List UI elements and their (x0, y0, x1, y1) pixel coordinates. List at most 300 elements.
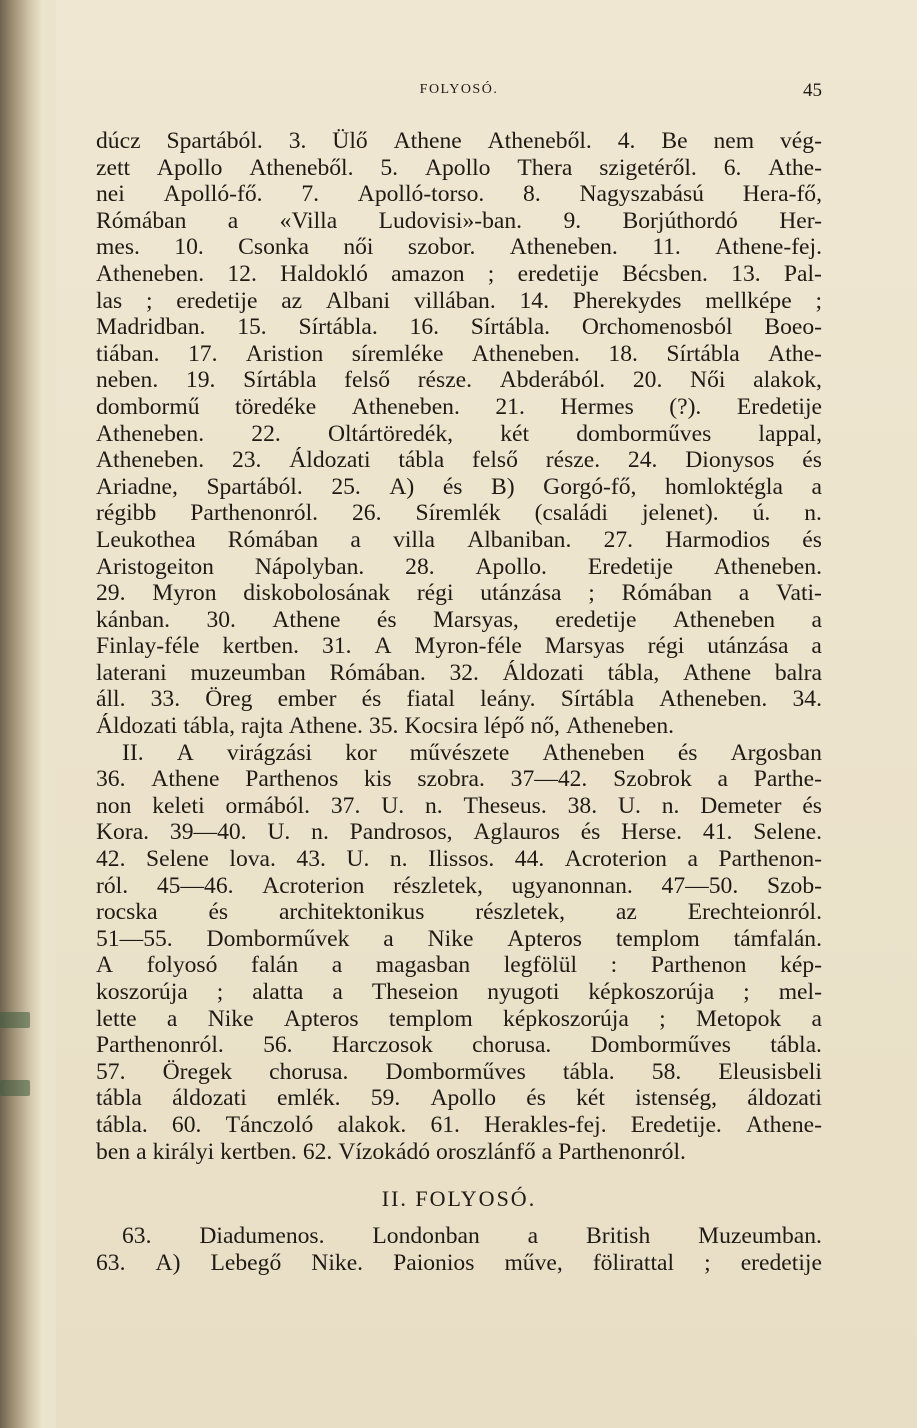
word: Eredetije (587, 553, 673, 580)
word: 8. (523, 181, 541, 208)
word: 7. (301, 181, 320, 208)
word: Thera (517, 154, 573, 181)
word: a (350, 526, 361, 553)
word: falán (250, 952, 299, 979)
word: 5. (380, 154, 399, 181)
word: a (811, 633, 822, 660)
word: Bécsben. (622, 260, 708, 287)
word: Athene (393, 128, 462, 154)
word: a (811, 606, 822, 633)
word: Parthenonról. (190, 500, 319, 527)
word: és (208, 899, 229, 926)
word: kis (364, 766, 392, 793)
word: British (586, 1223, 651, 1250)
word: diskobolosának (243, 580, 391, 607)
text-line (96, 500, 822, 527)
word: a (541, 1138, 553, 1165)
text-line (96, 1006, 822, 1033)
word: n. (389, 846, 408, 873)
word: n. (804, 500, 822, 527)
text-line (96, 873, 822, 900)
word: ; (216, 979, 224, 1005)
word: mes. (96, 234, 140, 261)
word: Be (661, 128, 688, 154)
word: ugyanonnan. (511, 872, 633, 899)
word: Haldokló (280, 260, 368, 287)
word: oroszlánfő (436, 1138, 536, 1165)
word: U. (617, 792, 641, 819)
word: művészete (409, 739, 510, 766)
word: 59. (370, 1085, 401, 1112)
word: 41. (702, 819, 733, 846)
word: 4. (617, 128, 636, 154)
word: támfalán. (733, 925, 822, 952)
word: eredetije (176, 287, 258, 314)
word: Nike (207, 1005, 254, 1032)
word: tábla, (183, 713, 235, 740)
text-line (96, 341, 822, 368)
word: (családi (534, 500, 608, 527)
word: dombormű (96, 393, 200, 420)
word: emlék. (276, 1085, 341, 1112)
text-line (96, 633, 822, 660)
text-line (96, 527, 822, 554)
word: Myron (152, 580, 217, 607)
word: muzeumban (190, 659, 306, 686)
word: Athene-fej. (715, 234, 822, 261)
word: villában. (413, 287, 496, 314)
word: Apteros (283, 1005, 359, 1032)
word: a (332, 979, 343, 1005)
word: szobra. (417, 766, 485, 793)
word: ormából. (225, 792, 311, 819)
word: Ludovisi»-ban. (378, 207, 523, 234)
word: Pandrosos, (349, 819, 453, 846)
word: vég- (780, 128, 822, 154)
text-line (96, 421, 822, 448)
word: Öregek (162, 1058, 233, 1085)
word: Theseus. (463, 792, 547, 819)
word: jelenet). (641, 500, 719, 527)
word: királyi (152, 1138, 215, 1165)
word: 47—50. (661, 872, 739, 899)
word: Apollo (430, 1085, 497, 1112)
word: tábla (398, 447, 445, 474)
word: utánzása (480, 580, 562, 607)
word: Rómában (621, 580, 713, 607)
text-line (96, 234, 822, 261)
text-line (96, 766, 822, 793)
word: eredetije (555, 606, 637, 633)
word: síremléke (351, 340, 444, 367)
word: alakok, (753, 367, 822, 394)
word: az (615, 899, 637, 926)
word: (?). (669, 393, 702, 420)
word: 63. (96, 1249, 126, 1276)
word: Áldozati (289, 447, 371, 474)
word: rajta (241, 713, 283, 740)
word: Atheneben. (96, 260, 205, 287)
word: 58. (651, 1058, 682, 1085)
word: istenség, (635, 1085, 718, 1112)
word: az (281, 287, 303, 314)
text-line (96, 447, 822, 474)
word: Rómában. (329, 659, 426, 686)
word: és (580, 819, 601, 846)
word: 21. (495, 393, 525, 420)
word: Pal- (783, 260, 822, 287)
word: szigetéről. (599, 154, 697, 181)
page-number: 45 (803, 80, 822, 101)
word: eredetije (740, 1249, 822, 1276)
word: Sírtábla. (298, 314, 378, 341)
word: Parthenon (650, 952, 747, 979)
word: és (802, 526, 822, 553)
word: a (717, 766, 729, 793)
word: Theseion (371, 979, 459, 1005)
word: ; (487, 260, 495, 287)
word: lette (96, 1005, 137, 1032)
word: eredetije (517, 260, 599, 287)
word: Áldozati (502, 659, 584, 686)
word: Hera-fő, (742, 181, 822, 208)
word: Vati- (776, 580, 822, 607)
word: és (376, 606, 397, 633)
word: templom (388, 1005, 473, 1032)
word: legfölül (503, 952, 578, 979)
word: Athene (151, 766, 220, 793)
word: Apollo (156, 154, 223, 181)
word: Athene. (288, 713, 363, 740)
word: Orchomenosból (581, 314, 733, 341)
word: Myron-féle (414, 633, 522, 660)
word: mel- (778, 979, 822, 1005)
word: Domborművek (206, 925, 350, 952)
word: ; (145, 287, 153, 314)
word: Acroterion (564, 846, 667, 873)
word: 33. (150, 686, 181, 713)
word: Parthenonról. (558, 1138, 686, 1165)
word: Oltártöredék, (327, 420, 454, 447)
word: Aristion (245, 340, 324, 367)
word: Atheneben. (351, 393, 460, 420)
running-head: FOLYOSÓ. (419, 82, 499, 97)
word: 35. (368, 713, 399, 740)
word: Nike. (311, 1249, 364, 1276)
word: 10. (174, 234, 204, 261)
word: lappal, (758, 420, 822, 447)
word: koszorúja (96, 979, 188, 1005)
word: utánzása (707, 633, 789, 660)
word: Spartából. (166, 128, 263, 154)
word: 22. (251, 420, 281, 447)
word: laterani (96, 659, 167, 686)
word: két (500, 420, 530, 447)
text-line (96, 793, 822, 820)
word: Apollo (424, 154, 491, 181)
word: 57. (96, 1058, 126, 1085)
word: ; (815, 287, 822, 314)
word: ú. (752, 500, 771, 527)
word: Athene (272, 606, 341, 633)
word: képkoszorúja (588, 979, 715, 1005)
word: kánban. (96, 606, 171, 633)
word: Abderából. (499, 367, 606, 394)
word: Atheneben. (509, 234, 618, 261)
word: Eredetije. (630, 1111, 722, 1138)
word: domborműves (576, 420, 712, 447)
word: Borjúthordó (622, 207, 738, 234)
word: alakok. (337, 1111, 407, 1138)
word: része. (417, 367, 473, 394)
word: architektonikus (278, 899, 425, 926)
text-line (96, 1139, 822, 1166)
text-line (96, 474, 822, 501)
word: Paionios (393, 1249, 475, 1276)
page-body (96, 128, 822, 1276)
word: 32. (449, 659, 479, 686)
page-header (96, 72, 822, 108)
word: 44. (514, 846, 545, 873)
word: nem (713, 128, 755, 154)
book-spine (0, 0, 42, 1428)
word: Atheneben. (659, 686, 768, 713)
word: tábla, (607, 659, 660, 686)
word: 30. (206, 606, 236, 633)
word: Erechteionról. (687, 899, 822, 926)
word: a (383, 925, 394, 952)
word: 25. (331, 473, 361, 500)
word: ember (277, 686, 337, 713)
text-line (96, 686, 822, 713)
word: részletek, (475, 899, 566, 926)
word: villa (393, 526, 435, 553)
word: B) (491, 473, 515, 500)
word: töredéke (235, 393, 317, 420)
word: és (802, 447, 822, 474)
word: rocska (96, 899, 158, 926)
word: 9. (563, 207, 582, 234)
word: Nagyszabású (579, 181, 704, 208)
word: Albaniban. (467, 526, 572, 553)
word: n. (424, 792, 443, 819)
word: U. (346, 846, 370, 873)
word: 42. (96, 846, 126, 873)
text-line (96, 1112, 822, 1139)
text-line (96, 1223, 822, 1250)
word: Nápolyban. (254, 553, 365, 580)
word: A (96, 952, 114, 979)
word: A (176, 739, 194, 766)
word: Ariadne, (96, 473, 178, 500)
word: templom (615, 925, 700, 952)
text-line (96, 979, 822, 1006)
word: 26. (352, 500, 382, 527)
word: és (802, 792, 822, 819)
word: Athene (683, 659, 752, 686)
word: lépő (483, 713, 525, 740)
word: Atheneben. (96, 420, 205, 447)
word: ; (743, 979, 750, 1005)
word: Marsyas (544, 633, 625, 660)
text-line (96, 1250, 822, 1277)
word: Öreg (205, 686, 253, 713)
text-line (96, 208, 822, 235)
word: Finlay-féle (96, 633, 200, 660)
word: Atheneben. (713, 553, 822, 580)
word: Gorgó-fő, (543, 473, 637, 500)
word: Selene. (753, 819, 822, 846)
word: részletek, (393, 872, 483, 899)
word: Apteros (507, 925, 582, 952)
word: 17. (187, 340, 218, 367)
word: és (526, 1085, 546, 1112)
word: Spartából. (206, 473, 303, 500)
word: Parthe- (753, 766, 822, 793)
word: Metopok (696, 1005, 782, 1032)
text-line (96, 740, 822, 767)
word: nei (96, 181, 125, 208)
word: Leukothea (96, 526, 196, 553)
word: 60. (171, 1111, 202, 1138)
word: Aglauros (473, 819, 560, 846)
word: kép- (780, 952, 822, 979)
word: női (343, 234, 374, 261)
word: tiában. (96, 340, 160, 367)
word: 38. (567, 792, 598, 819)
word: 29. (96, 580, 126, 607)
word: 36. (96, 766, 126, 793)
word: dúcz (96, 128, 141, 154)
word: Argosban (730, 739, 822, 766)
word: és (442, 473, 463, 500)
word: Marsyas, (432, 606, 519, 633)
word: 51—55. (96, 925, 173, 952)
word: Síremlék (415, 500, 501, 527)
text-line (96, 554, 822, 581)
word: Londonban (372, 1223, 480, 1250)
word: 12. (227, 260, 257, 287)
word: Diadumenos. (199, 1223, 325, 1250)
word: Athe- (768, 340, 822, 367)
word: 23. (231, 447, 262, 474)
text-line (96, 713, 822, 740)
word: homloktégla (664, 473, 783, 500)
word: a (527, 1223, 539, 1250)
word: a (811, 473, 822, 500)
word: A) (155, 1249, 181, 1276)
spine-stain (0, 1080, 30, 1096)
word: Tánczoló (225, 1111, 314, 1138)
word: Csonka (238, 234, 309, 261)
text-line (96, 128, 822, 155)
text-line (96, 155, 822, 182)
word: ; (704, 1249, 711, 1276)
word: 31. (322, 633, 352, 660)
word: U. (381, 792, 405, 819)
word: Ilissos. (428, 846, 495, 873)
word: 15. (237, 314, 267, 341)
word: nyugoti (487, 979, 560, 1005)
word: felső (472, 447, 518, 474)
word: áldozati (747, 1085, 822, 1112)
text-block-second-corridor (96, 1223, 822, 1276)
word: Sírtábla (666, 340, 740, 367)
word: ról. (96, 872, 129, 899)
text-line (96, 1032, 822, 1059)
word: Atheneben (542, 739, 645, 766)
word: las (96, 287, 123, 314)
word: Lebegő (210, 1249, 282, 1276)
text-line (96, 288, 822, 315)
word: «Villa (279, 207, 338, 234)
word: lova. (229, 846, 276, 873)
word: Boeo- (764, 314, 822, 341)
word: non (96, 792, 132, 819)
word: 56. (263, 1032, 293, 1059)
word: Demeter (700, 792, 782, 819)
word: Atheneben. (565, 713, 675, 740)
word: Apolló-fő. (163, 181, 263, 208)
word: Albani (325, 287, 391, 314)
word: Eleusisbeli (718, 1058, 822, 1085)
word: a (166, 1005, 178, 1032)
word: Pherekydes (572, 287, 682, 314)
word: zett (96, 154, 131, 181)
text-line (96, 952, 822, 979)
text-line (96, 819, 822, 846)
word: 63. (122, 1223, 152, 1250)
word: képkoszorúja (503, 1005, 629, 1032)
word: két (576, 1085, 605, 1112)
word: 37. (330, 792, 361, 819)
word: 13. (731, 260, 761, 287)
word: Kocsira (404, 713, 478, 740)
word: 45—46. (156, 872, 234, 899)
word: Parthenonról. (96, 1032, 224, 1059)
word: régi (647, 633, 685, 660)
word: Her- (779, 207, 822, 234)
word: műve, (504, 1249, 563, 1276)
word: chorusa. (269, 1058, 349, 1085)
word: Sírtábla (243, 367, 317, 394)
word: 61. (430, 1111, 460, 1138)
word: chorusa. (472, 1032, 552, 1059)
word: kertben. (222, 633, 300, 660)
word: Nike (427, 925, 474, 952)
word: 3. (288, 128, 307, 154)
word: régi (416, 580, 454, 607)
word: ; (588, 580, 595, 607)
word: Parthenos (245, 766, 339, 793)
word: ben (96, 1138, 131, 1165)
word: szobor. (407, 234, 476, 261)
word: Atheneben. (471, 340, 580, 367)
word: 24. (627, 447, 658, 474)
word: a (738, 580, 750, 607)
word: n. (661, 792, 680, 819)
word: része. (545, 447, 601, 474)
word: Eredetije (736, 393, 822, 420)
word: 19. (185, 367, 216, 394)
word: mellképe (705, 287, 792, 314)
word: Domborműves (385, 1058, 526, 1085)
text-line (96, 926, 822, 953)
text-line (96, 580, 822, 607)
word: Atheneben. (96, 447, 205, 474)
spine-stain (0, 1012, 30, 1028)
text-line (96, 314, 822, 341)
